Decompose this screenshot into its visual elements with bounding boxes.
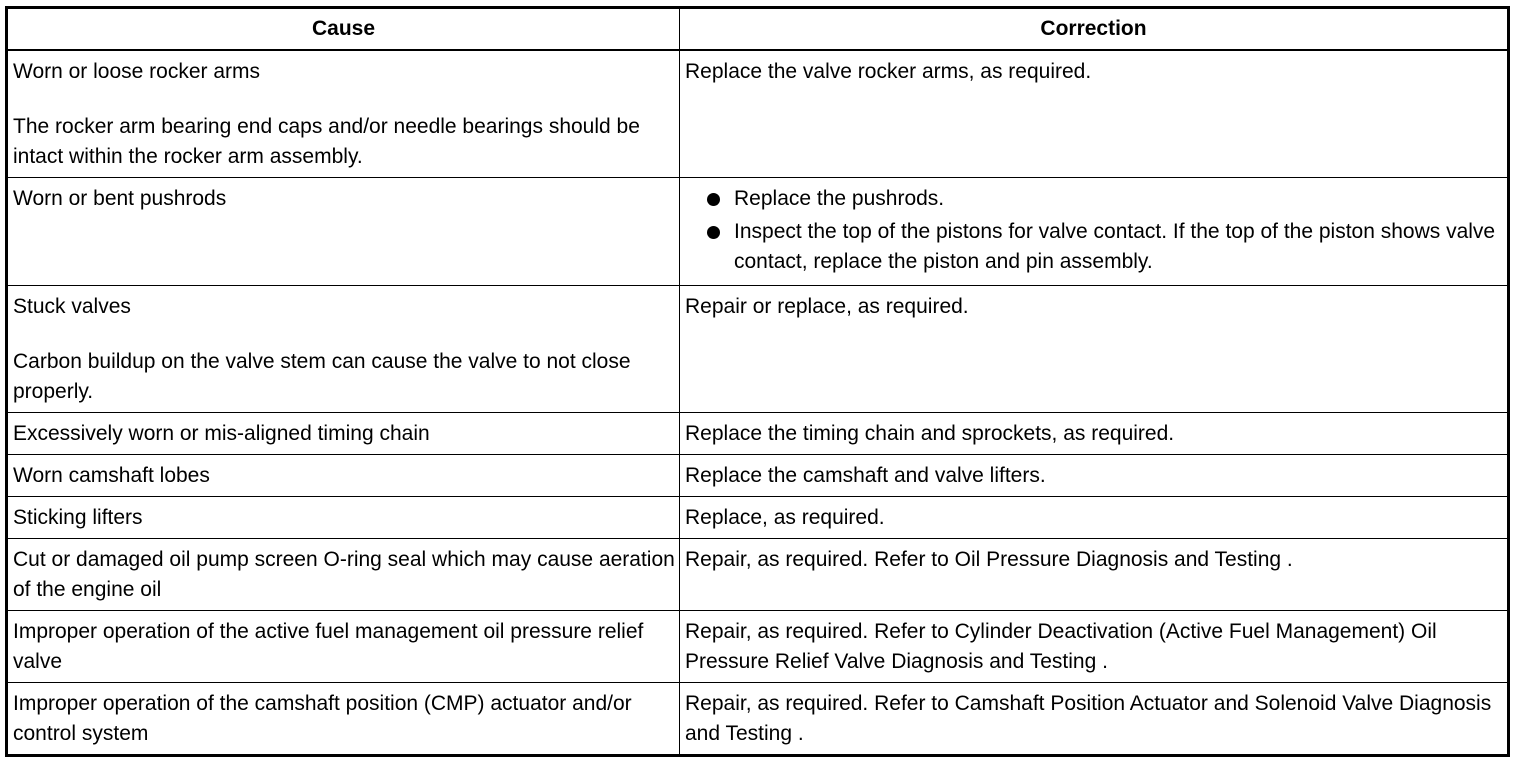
bullet-icon — [707, 226, 720, 239]
table-row — [7, 611, 1509, 683]
table-row — [7, 539, 1509, 611]
cause-cell — [7, 455, 680, 497]
correction-text: Replace the timing chain and sprockets, as required. — [685, 422, 1175, 445]
cause-cell — [7, 286, 680, 413]
cause-text: Sticking lifters — [13, 506, 143, 529]
table-row — [7, 413, 1509, 455]
cause-note: Carbon buildup on the valve stem can cause the valve to not close properly. — [13, 350, 631, 403]
cause-text: Worn or bent pushrods — [13, 187, 227, 210]
cause-text: Cut or damaged oil pump screen O-ring seal which may cause aeration of the engine oil — [13, 548, 675, 601]
diagnosis-table — [5, 6, 1510, 757]
correction-text: Repair, as required. Refer to Oil Pressure Diagnosis and Testing . — [685, 548, 1293, 571]
correction-text: Repair, as required. Refer to Camshaft Position Actuator and Solenoid Valve Diagnosis and Testing . — [685, 692, 1492, 745]
correction-cell — [680, 683, 1509, 756]
bullet-icon — [707, 193, 720, 206]
cause-text: Excessively worn or mis-aligned timing chain — [13, 422, 430, 445]
cause-cell — [7, 413, 680, 455]
cause-text: Worn camshaft lobes — [13, 464, 210, 487]
table-row — [7, 178, 1509, 286]
correction-text: Replace, as required. — [685, 506, 885, 529]
cause-column-header: Cause — [7, 8, 680, 51]
correction-cell — [680, 539, 1509, 611]
correction-cell — [680, 178, 1509, 286]
correction-step: Replace the pushrods. — [734, 187, 945, 210]
correction-cell — [680, 611, 1509, 683]
cause-text: Improper operation of the camshaft position (CMP) actuator and/or control system — [13, 692, 632, 745]
table-row — [7, 455, 1509, 497]
correction-text: Replace the camshaft and valve lifters. — [685, 464, 1046, 487]
cause-cell — [7, 178, 680, 286]
correction-column-header: Correction — [680, 8, 1509, 51]
cause-cell — [7, 539, 680, 611]
cause-note: The rocker arm bearing end caps and/or needle bearings should be intact within the rocker arm assembly. — [13, 115, 640, 168]
cause-cell — [7, 611, 680, 683]
table-row — [7, 286, 1509, 413]
cause-text: Worn or loose rocker arms — [13, 60, 261, 83]
correction-bullet-list — [685, 184, 1503, 277]
cause-cell — [7, 50, 680, 178]
correction-text: Repair or replace, as required. — [685, 295, 969, 318]
table-header-row — [7, 8, 1509, 51]
table-row — [7, 683, 1509, 756]
list-item — [685, 184, 1503, 214]
correction-cell — [680, 50, 1509, 178]
correction-text: Replace the valve rocker arms, as required. — [685, 60, 1092, 83]
cause-text: Stuck valves — [13, 295, 131, 318]
correction-cell — [680, 286, 1509, 413]
correction-cell — [680, 413, 1509, 455]
cause-cell — [7, 497, 680, 539]
table-row — [7, 497, 1509, 539]
cause-cell — [7, 683, 680, 756]
correction-cell — [680, 455, 1509, 497]
correction-cell — [680, 497, 1509, 539]
list-item — [685, 217, 1503, 277]
table-row — [7, 50, 1509, 178]
cause-text: Improper operation of the active fuel management oil pressure relief valve — [13, 620, 644, 673]
correction-step: Inspect the top of the pistons for valve contact. If the top of the piston shows valve contact, replace the piston and pin assembly. — [734, 220, 1496, 273]
correction-text: Repair, as required. Refer to Cylinder Deactivation (Active Fuel Management) Oil Pressure Relief Valve Diagnosis and Testing . — [685, 620, 1437, 673]
